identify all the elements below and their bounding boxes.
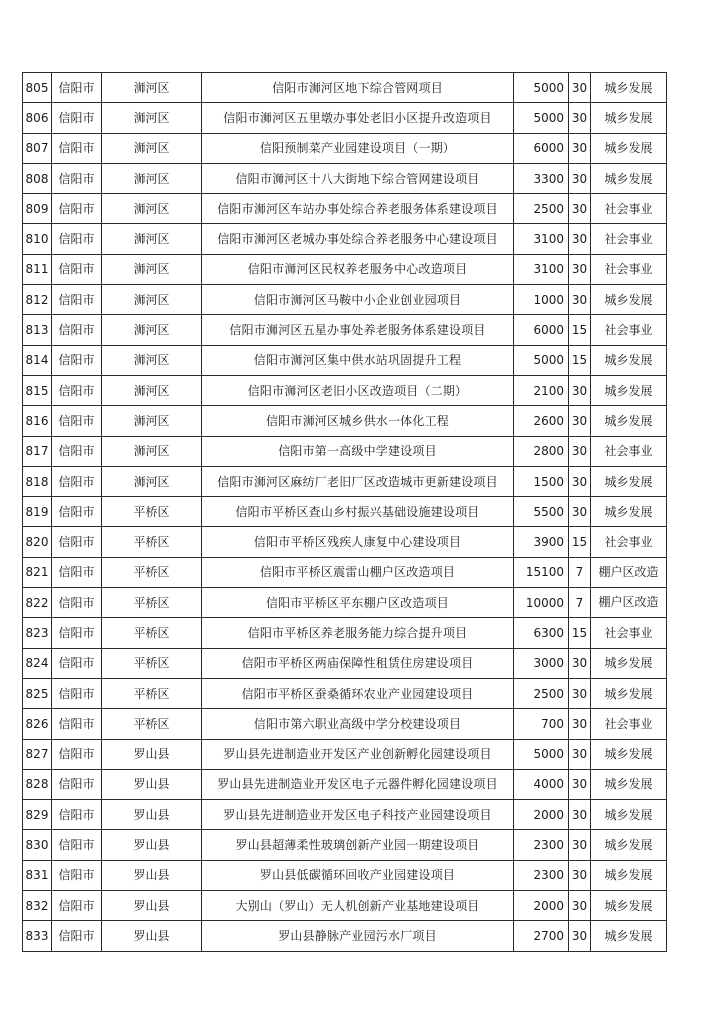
cell-serial-number: 827 xyxy=(23,739,52,769)
cell-years: 30 xyxy=(569,224,591,254)
cell-category: 城乡发展 xyxy=(591,860,667,890)
cell-district: 浉河区 xyxy=(102,436,202,466)
table-row xyxy=(23,891,667,921)
cell-district: 平桥区 xyxy=(102,709,202,739)
cell-years: 15 xyxy=(569,345,591,375)
cell-district: 平桥区 xyxy=(102,648,202,678)
cell-city: 信阳市 xyxy=(52,709,102,739)
table-row xyxy=(23,466,667,496)
cell-category: 社会事业 xyxy=(591,194,667,224)
project-table-container xyxy=(22,72,666,952)
cell-serial-number: 832 xyxy=(23,891,52,921)
cell-district: 平桥区 xyxy=(102,618,202,648)
cell-amount: 6000 xyxy=(514,315,569,345)
cell-project-name: 信阳市浉河区麻纺厂老旧厂区改造城市更新建设项目 xyxy=(202,466,514,496)
cell-district: 平桥区 xyxy=(102,527,202,557)
cell-city: 信阳市 xyxy=(52,406,102,436)
cell-amount: 5000 xyxy=(514,103,569,133)
cell-city: 信阳市 xyxy=(52,769,102,799)
cell-years: 30 xyxy=(569,285,591,315)
cell-category: 社会事业 xyxy=(591,436,667,466)
cell-serial-number: 816 xyxy=(23,406,52,436)
cell-district: 浉河区 xyxy=(102,224,202,254)
cell-serial-number: 824 xyxy=(23,648,52,678)
cell-years: 30 xyxy=(569,830,591,860)
cell-amount: 2800 xyxy=(514,436,569,466)
cell-serial-number: 833 xyxy=(23,921,52,951)
cell-district: 浉河区 xyxy=(102,163,202,193)
cell-city: 信阳市 xyxy=(52,921,102,951)
cell-serial-number: 814 xyxy=(23,345,52,375)
cell-years: 30 xyxy=(569,103,591,133)
cell-years: 30 xyxy=(569,375,591,405)
cell-serial-number: 807 xyxy=(23,133,52,163)
cell-amount: 5500 xyxy=(514,497,569,527)
cell-category: 城乡发展 xyxy=(591,73,667,103)
cell-years: 15 xyxy=(569,618,591,648)
cell-district: 浉河区 xyxy=(102,73,202,103)
table-row xyxy=(23,133,667,163)
cell-amount: 5000 xyxy=(514,345,569,375)
cell-amount: 2000 xyxy=(514,891,569,921)
cell-city: 信阳市 xyxy=(52,436,102,466)
cell-amount: 3900 xyxy=(514,527,569,557)
cell-district: 浉河区 xyxy=(102,285,202,315)
cell-years: 30 xyxy=(569,891,591,921)
cell-project-name: 信阳市浉河区老城办事处综合养老服务中心建设项目 xyxy=(202,224,514,254)
cell-serial-number: 826 xyxy=(23,709,52,739)
cell-amount: 3000 xyxy=(514,648,569,678)
cell-district: 浉河区 xyxy=(102,375,202,405)
cell-district: 罗山县 xyxy=(102,769,202,799)
cell-serial-number: 823 xyxy=(23,618,52,648)
cell-district: 平桥区 xyxy=(102,588,202,618)
cell-years: 30 xyxy=(569,497,591,527)
cell-years: 7 xyxy=(569,588,591,618)
cell-project-name: 罗山县先进制造业开发区产业创新孵化园建设项目 xyxy=(202,739,514,769)
cell-project-name: 罗山县低碳循环回收产业园建设项目 xyxy=(202,860,514,890)
cell-amount: 2300 xyxy=(514,860,569,890)
cell-city: 信阳市 xyxy=(52,678,102,708)
cell-years: 15 xyxy=(569,527,591,557)
cell-years: 30 xyxy=(569,769,591,799)
table-row xyxy=(23,527,667,557)
cell-project-name: 信阳市平桥区两庙保障性租赁住房建设项目 xyxy=(202,648,514,678)
cell-city: 信阳市 xyxy=(52,739,102,769)
cell-district: 罗山县 xyxy=(102,921,202,951)
cell-years: 30 xyxy=(569,739,591,769)
cell-city: 信阳市 xyxy=(52,315,102,345)
table-body xyxy=(23,73,667,952)
table-row xyxy=(23,436,667,466)
cell-category: 城乡发展 xyxy=(591,133,667,163)
cell-amount: 6000 xyxy=(514,133,569,163)
cell-category: 社会事业 xyxy=(591,315,667,345)
cell-category: 城乡发展 xyxy=(591,800,667,830)
table-row xyxy=(23,921,667,951)
cell-city: 信阳市 xyxy=(52,345,102,375)
cell-serial-number: 813 xyxy=(23,315,52,345)
cell-category: 城乡发展 xyxy=(591,648,667,678)
cell-years: 30 xyxy=(569,254,591,284)
cell-district: 浉河区 xyxy=(102,406,202,436)
cell-district: 浉河区 xyxy=(102,133,202,163)
cell-amount: 2300 xyxy=(514,830,569,860)
table-row xyxy=(23,769,667,799)
cell-amount: 5000 xyxy=(514,739,569,769)
cell-district: 浉河区 xyxy=(102,103,202,133)
table-row xyxy=(23,497,667,527)
cell-project-name: 信阳市浉河区民权养老服务中心改造项目 xyxy=(202,254,514,284)
cell-city: 信阳市 xyxy=(52,224,102,254)
cell-project-name: 信阳市浉河区车站办事处综合养老服务体系建设项目 xyxy=(202,194,514,224)
cell-project-name: 信阳市浉河区五星办事处养老服务体系建设项目 xyxy=(202,315,514,345)
table-row xyxy=(23,194,667,224)
cell-amount: 1000 xyxy=(514,285,569,315)
cell-city: 信阳市 xyxy=(52,194,102,224)
table-row xyxy=(23,739,667,769)
cell-amount: 1500 xyxy=(514,466,569,496)
table-row xyxy=(23,557,667,587)
cell-amount: 2700 xyxy=(514,921,569,951)
table-row xyxy=(23,588,667,618)
cell-category: 社会事业 xyxy=(591,254,667,284)
cell-city: 信阳市 xyxy=(52,830,102,860)
cell-amount: 700 xyxy=(514,709,569,739)
cell-amount: 3300 xyxy=(514,163,569,193)
cell-district: 浉河区 xyxy=(102,194,202,224)
cell-category: 社会事业 xyxy=(591,709,667,739)
cell-project-name: 信阳市浉河区老旧小区改造项目（二期） xyxy=(202,375,514,405)
table-row xyxy=(23,163,667,193)
cell-category: 城乡发展 xyxy=(591,103,667,133)
cell-category: 城乡发展 xyxy=(591,375,667,405)
cell-years: 7 xyxy=(569,557,591,587)
cell-years: 30 xyxy=(569,466,591,496)
cell-serial-number: 810 xyxy=(23,224,52,254)
cell-city: 信阳市 xyxy=(52,133,102,163)
cell-city: 信阳市 xyxy=(52,800,102,830)
cell-serial-number: 825 xyxy=(23,678,52,708)
cell-district: 平桥区 xyxy=(102,557,202,587)
cell-years: 15 xyxy=(569,315,591,345)
table-row xyxy=(23,860,667,890)
cell-serial-number: 828 xyxy=(23,769,52,799)
table-row xyxy=(23,73,667,103)
cell-district: 罗山县 xyxy=(102,800,202,830)
cell-years: 30 xyxy=(569,800,591,830)
cell-district: 平桥区 xyxy=(102,678,202,708)
cell-amount: 10000 xyxy=(514,588,569,618)
cell-project-name: 大别山（罗山）无人机创新产业基地建设项目 xyxy=(202,891,514,921)
cell-years: 30 xyxy=(569,678,591,708)
cell-city: 信阳市 xyxy=(52,285,102,315)
table-row xyxy=(23,345,667,375)
cell-amount: 2500 xyxy=(514,194,569,224)
cell-category: 城乡发展 xyxy=(591,466,667,496)
cell-district: 浉河区 xyxy=(102,315,202,345)
cell-serial-number: 806 xyxy=(23,103,52,133)
table-row xyxy=(23,800,667,830)
table-row xyxy=(23,224,667,254)
table-row xyxy=(23,375,667,405)
cell-category: 城乡发展 xyxy=(591,921,667,951)
cell-project-name: 罗山县超薄柔性玻璃创新产业园一期建设项目 xyxy=(202,830,514,860)
table-row xyxy=(23,830,667,860)
cell-serial-number: 831 xyxy=(23,860,52,890)
cell-serial-number: 815 xyxy=(23,375,52,405)
cell-serial-number: 829 xyxy=(23,800,52,830)
cell-city: 信阳市 xyxy=(52,648,102,678)
table-row xyxy=(23,648,667,678)
cell-project-name: 信阳市第六职业高级中学分校建设项目 xyxy=(202,709,514,739)
cell-project-name: 信阳市浉河区十八大街地下综合管网建设项目 xyxy=(202,163,514,193)
cell-district: 浉河区 xyxy=(102,345,202,375)
table-row xyxy=(23,678,667,708)
cell-serial-number: 818 xyxy=(23,466,52,496)
cell-amount: 2600 xyxy=(514,406,569,436)
cell-years: 30 xyxy=(569,709,591,739)
cell-project-name: 信阳预制菜产业园建设项目（一期） xyxy=(202,133,514,163)
cell-category: 城乡发展 xyxy=(591,163,667,193)
cell-category: 棚户区改造 xyxy=(591,557,667,587)
cell-district: 罗山县 xyxy=(102,891,202,921)
cell-city: 信阳市 xyxy=(52,557,102,587)
cell-project-name: 信阳市平桥区蚕桑循环农业产业园建设项目 xyxy=(202,678,514,708)
cell-serial-number: 812 xyxy=(23,285,52,315)
cell-city: 信阳市 xyxy=(52,618,102,648)
cell-project-name: 信阳市浉河区城乡供水一体化工程 xyxy=(202,406,514,436)
cell-project-name: 罗山县先进制造业开发区电子元器件孵化园建设项目 xyxy=(202,769,514,799)
cell-amount: 3100 xyxy=(514,224,569,254)
cell-amount: 4000 xyxy=(514,769,569,799)
cell-amount: 5000 xyxy=(514,73,569,103)
table-row xyxy=(23,254,667,284)
cell-years: 30 xyxy=(569,163,591,193)
cell-serial-number: 817 xyxy=(23,436,52,466)
cell-project-name: 信阳市浉河区地下综合管网项目 xyxy=(202,73,514,103)
cell-project-name: 罗山县静脉产业园污水厂项目 xyxy=(202,921,514,951)
cell-category: 城乡发展 xyxy=(591,406,667,436)
cell-amount: 2100 xyxy=(514,375,569,405)
cell-category: 社会事业 xyxy=(591,618,667,648)
cell-category: 社会事业 xyxy=(591,224,667,254)
cell-years: 30 xyxy=(569,921,591,951)
cell-years: 30 xyxy=(569,406,591,436)
cell-city: 信阳市 xyxy=(52,588,102,618)
cell-amount: 15100 xyxy=(514,557,569,587)
cell-amount: 3100 xyxy=(514,254,569,284)
cell-years: 30 xyxy=(569,73,591,103)
cell-city: 信阳市 xyxy=(52,527,102,557)
cell-city: 信阳市 xyxy=(52,497,102,527)
cell-project-name: 信阳市平桥区平东棚户区改造项目 xyxy=(202,588,514,618)
cell-serial-number: 819 xyxy=(23,497,52,527)
cell-district: 罗山县 xyxy=(102,860,202,890)
cell-project-name: 信阳市平桥区养老服务能力综合提升项目 xyxy=(202,618,514,648)
cell-project-name: 信阳市浉河区五里墩办事处老旧小区提升改造项目 xyxy=(202,103,514,133)
cell-serial-number: 811 xyxy=(23,254,52,284)
cell-project-name: 罗山县先进制造业开发区电子科技产业园建设项目 xyxy=(202,800,514,830)
cell-category: 城乡发展 xyxy=(591,345,667,375)
cell-city: 信阳市 xyxy=(52,163,102,193)
cell-project-name: 信阳市平桥区查山乡村振兴基础设施建设项目 xyxy=(202,497,514,527)
cell-project-name: 信阳市浉河区集中供水站巩固提升工程 xyxy=(202,345,514,375)
cell-serial-number: 805 xyxy=(23,73,52,103)
cell-category: 城乡发展 xyxy=(591,830,667,860)
cell-serial-number: 821 xyxy=(23,557,52,587)
cell-serial-number: 822 xyxy=(23,588,52,618)
cell-city: 信阳市 xyxy=(52,375,102,405)
cell-years: 30 xyxy=(569,648,591,678)
cell-project-name: 信阳市平桥区残疾人康复中心建设项目 xyxy=(202,527,514,557)
cell-category: 社会事业 xyxy=(591,527,667,557)
cell-city: 信阳市 xyxy=(52,891,102,921)
cell-city: 信阳市 xyxy=(52,860,102,890)
cell-project-name: 信阳市第一高级中学建设项目 xyxy=(202,436,514,466)
cell-category: 棚户区改造 xyxy=(591,588,667,618)
table-row xyxy=(23,285,667,315)
table-row xyxy=(23,406,667,436)
cell-city: 信阳市 xyxy=(52,254,102,284)
table-row xyxy=(23,618,667,648)
cell-serial-number: 808 xyxy=(23,163,52,193)
cell-category: 城乡发展 xyxy=(591,497,667,527)
cell-city: 信阳市 xyxy=(52,103,102,133)
cell-city: 信阳市 xyxy=(52,466,102,496)
cell-amount: 2000 xyxy=(514,800,569,830)
cell-serial-number: 820 xyxy=(23,527,52,557)
cell-district: 罗山县 xyxy=(102,830,202,860)
cell-category: 城乡发展 xyxy=(591,891,667,921)
cell-category: 城乡发展 xyxy=(591,769,667,799)
cell-district: 浉河区 xyxy=(102,466,202,496)
cell-city: 信阳市 xyxy=(52,73,102,103)
cell-serial-number: 830 xyxy=(23,830,52,860)
cell-district: 平桥区 xyxy=(102,497,202,527)
table-row xyxy=(23,103,667,133)
cell-category: 城乡发展 xyxy=(591,678,667,708)
cell-serial-number: 809 xyxy=(23,194,52,224)
cell-district: 罗山县 xyxy=(102,739,202,769)
table-row xyxy=(23,709,667,739)
cell-amount: 6300 xyxy=(514,618,569,648)
cell-years: 30 xyxy=(569,860,591,890)
project-table xyxy=(22,72,667,952)
table-row xyxy=(23,315,667,345)
cell-years: 30 xyxy=(569,133,591,163)
cell-years: 30 xyxy=(569,194,591,224)
cell-years: 30 xyxy=(569,436,591,466)
cell-amount: 2500 xyxy=(514,678,569,708)
cell-project-name: 信阳市浉河区马鞍中小企业创业园项目 xyxy=(202,285,514,315)
cell-district: 浉河区 xyxy=(102,254,202,284)
cell-category: 城乡发展 xyxy=(591,285,667,315)
cell-project-name: 信阳市平桥区震雷山棚户区改造项目 xyxy=(202,557,514,587)
cell-category: 城乡发展 xyxy=(591,739,667,769)
